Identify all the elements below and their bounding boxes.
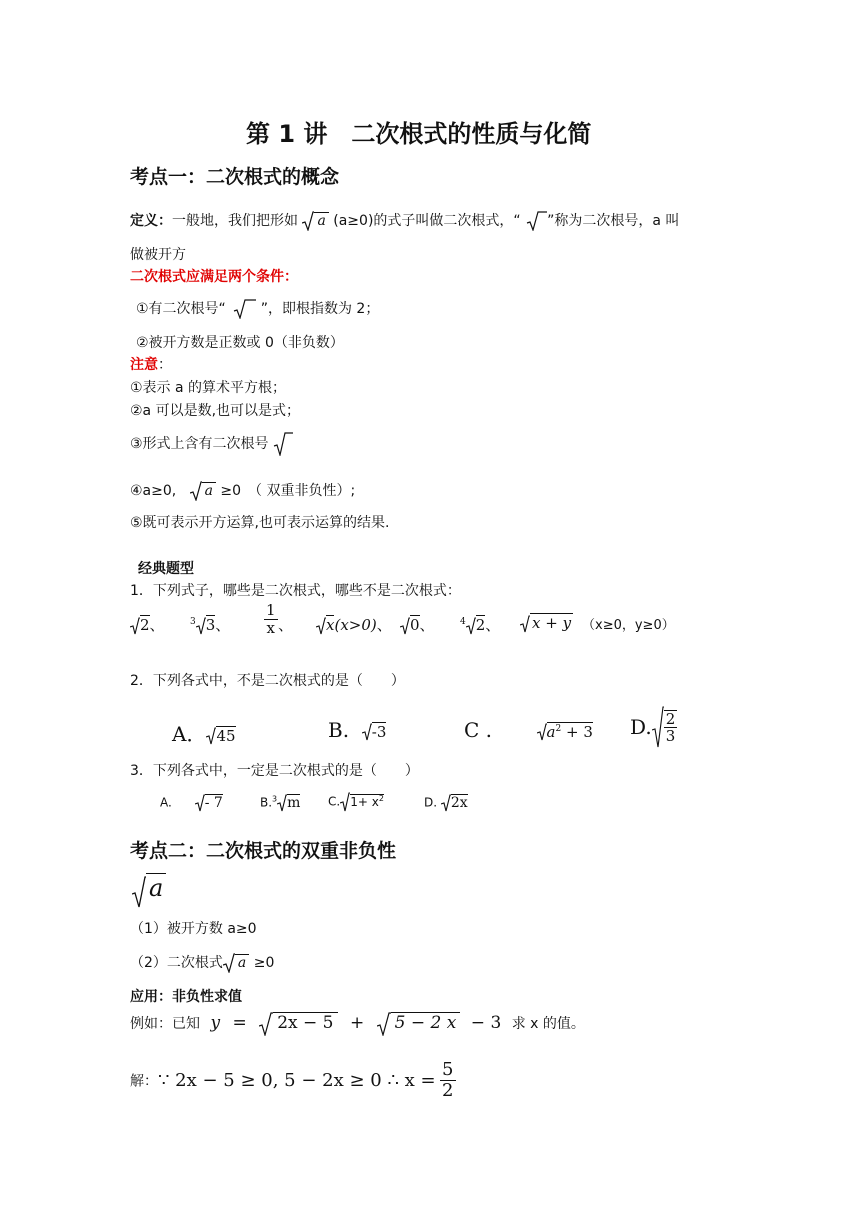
- definition-cont: 做被开方: [130, 247, 186, 263]
- q2-option-d[interactable]: D. $\frac{2}{3}$: [630, 706, 677, 748]
- q3-option-b[interactable]: B.$^3$ m: [260, 794, 301, 811]
- sqrt-symbol: [316, 617, 326, 635]
- sqrt-symbol: [537, 723, 547, 741]
- q1-item-1: 2、: [130, 614, 165, 635]
- sqrt-symbol: [400, 617, 410, 635]
- note-label-text: 注意: [130, 357, 158, 373]
- note-3-text: ③形式上含有二次根号: [130, 436, 269, 452]
- q2-option-b[interactable]: B. -3: [328, 718, 387, 742]
- condition-1-b: ”，即根指数为 2；: [260, 301, 380, 317]
- note-2: ②a 可以是数,也可以是式；: [130, 403, 301, 419]
- application-label: 应用：非负性求值: [130, 989, 242, 1005]
- sqrt-symbol: [466, 617, 476, 635]
- q1-item-5: 0、: [400, 614, 435, 635]
- property-2: （2）二次根式 a ≥0: [130, 955, 275, 971]
- condition-2: ②被开方数是正数或 0（非负数）: [136, 335, 344, 351]
- definition-text-a: 一般地，我们把形如: [172, 213, 298, 229]
- sqrt-symbol: [340, 792, 350, 812]
- q1-item-6: $^4$ 2、: [460, 616, 501, 634]
- sqrt-symbol: [130, 617, 140, 635]
- note-4-b: ≥0 （ 双重非负性）;: [220, 483, 356, 499]
- note-4-var: a: [202, 482, 216, 499]
- sqrt-symbol: [520, 615, 530, 633]
- sqrt-symbol: [132, 876, 146, 908]
- sqrt-symbol: [277, 794, 287, 812]
- sqrt-symbol: [377, 1012, 391, 1036]
- q1-item-3-fraction: $\frac{1}{x}$: [266, 601, 276, 637]
- sqrt-symbol: [652, 706, 664, 748]
- classic-label: 经典题型: [138, 561, 194, 577]
- q1-item-2: $^3$ 3、: [190, 616, 231, 634]
- definition-text-b: (a≥0)的式子叫做二次根式，“: [333, 213, 521, 229]
- sqrt-symbol: [195, 794, 205, 812]
- sqrt-symbol: [441, 794, 451, 812]
- q1-item-4: x(x>0)、: [316, 614, 392, 635]
- q2-option-c[interactable]: C . $a^2 + 3$: [464, 718, 593, 742]
- section-heading-1: 考点一：二次根式的概念: [130, 166, 340, 188]
- q2-option-a[interactable]: A． 45: [172, 722, 236, 746]
- question-2: 2．下列各式中，不是二次根式的是（ ）: [130, 673, 405, 689]
- property-1: （1）被开方数 a≥0: [130, 921, 257, 937]
- solution-fraction: $\frac{5}{2}$: [442, 1059, 454, 1101]
- sqrt-symbol: [196, 617, 206, 635]
- note-4-a: ④a≥0,: [130, 483, 177, 499]
- conditions-label: 二次根式应满足两个条件：: [130, 269, 298, 285]
- sqrt-symbol: [259, 1012, 273, 1036]
- page-title: 第 1 讲 二次根式的性质与化简: [246, 120, 592, 148]
- definition-var: a: [314, 212, 328, 229]
- big-sqrt-a: a: [132, 874, 166, 908]
- q1-item-7: x + y: [520, 614, 573, 633]
- q1-condition: （x≥0，y≥0）: [582, 618, 675, 633]
- radical-sign: [273, 432, 293, 456]
- note-4: [130, 480, 355, 501]
- note-5: ⑤既可表示开方运算,也可表示运算的结果.: [130, 515, 390, 531]
- note-1: ①表示 a 的算术平方根；: [130, 380, 287, 396]
- q3-option-c[interactable]: C. $1+ x^2$: [328, 792, 384, 812]
- question-2-options: [130, 706, 730, 750]
- sqrt-symbol: [302, 211, 314, 231]
- q3-option-d[interactable]: D. 2x: [424, 794, 468, 811]
- solution-line: 解：∵ 2x − 5 ≥ 0, 5 − 2x ≥ 0 ∴ x = $\frac{5}{2}$: [130, 1059, 454, 1101]
- definition-line: [130, 210, 679, 231]
- definition-text-c: ”称为二次根号，a 叫: [547, 213, 680, 229]
- question-1: 1．下列式子，哪些是二次根式，哪些不是二次根式：: [130, 583, 461, 599]
- sqrt-symbol: [223, 953, 235, 973]
- note-label: [130, 354, 172, 374]
- question-3: 3．下列各式中，一定是二次根式的是（ ）: [130, 763, 419, 779]
- note-colon: ：: [158, 357, 172, 373]
- sqrt-symbol: [190, 481, 202, 501]
- definition-label: 定义：: [130, 213, 172, 229]
- sqrt-symbol: [362, 723, 372, 741]
- condition-1-a: ①有二次根号“: [136, 301, 226, 317]
- question-3-options: [130, 790, 530, 820]
- radical-sign: [525, 211, 547, 231]
- condition-1: [136, 298, 379, 319]
- note-3: [130, 432, 293, 456]
- example-line: 例如：已知 y = 2x − 5 + 5 − 2 x − 3 求 x 的值。: [130, 1012, 585, 1036]
- sqrt-symbol: [206, 727, 216, 745]
- radical-sign: [230, 299, 256, 319]
- section-heading-2: 考点二：二次根式的双重非负性: [130, 840, 397, 862]
- q3-option-a[interactable]: A. - 7: [160, 794, 223, 811]
